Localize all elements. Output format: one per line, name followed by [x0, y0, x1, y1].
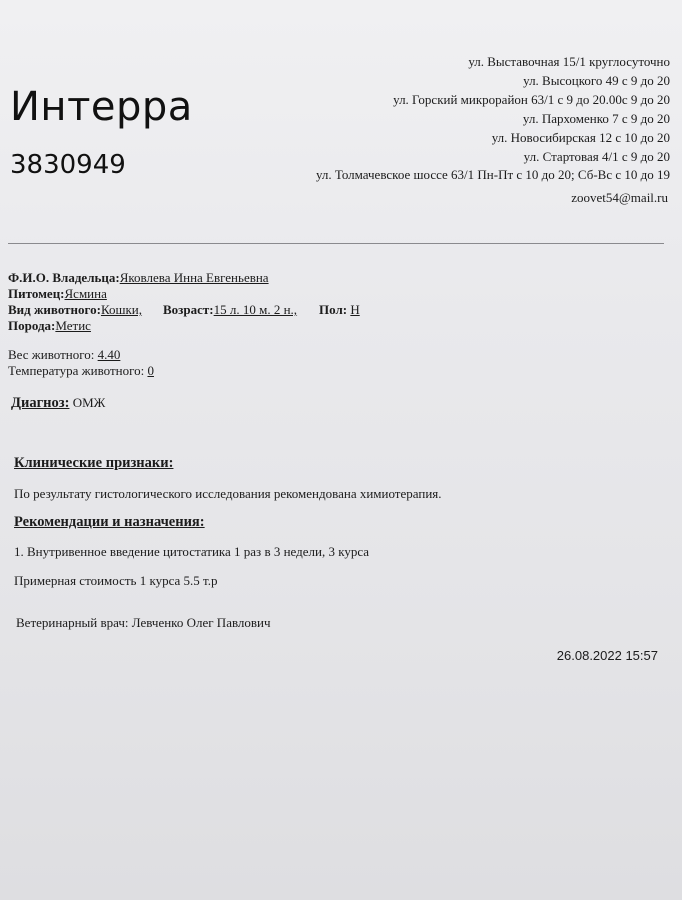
owner-label: Ф.И.О. Владельца: — [8, 270, 120, 285]
sex-value: Н — [350, 302, 360, 317]
temperature-row — [8, 363, 154, 379]
age-row — [163, 302, 297, 318]
sex-row — [319, 302, 360, 318]
header-divider — [8, 243, 664, 244]
clinic-phone: 3830949 — [10, 150, 126, 180]
diagnosis-row — [11, 395, 105, 412]
clinic-email: zoovet54@mail.ru — [571, 190, 668, 205]
recommendations-title: Рекомендации и назначения: — [14, 514, 205, 530]
breed-row — [8, 318, 91, 334]
address-line: ул. Пархоменко 7 с 9 до 20 — [522, 110, 670, 126]
diagnosis-value: ОМЖ — [72, 395, 106, 410]
course-cost: Примерная стоимость 1 курса 5.5 т.р — [14, 573, 218, 588]
pet-row — [8, 286, 107, 302]
pet-label: Питомец: — [8, 286, 65, 301]
weight-row — [8, 347, 120, 363]
clinical-signs-title: Клинические признаки: — [14, 455, 174, 471]
weight-label: Вес животного: — [8, 347, 95, 362]
temperature-value: 0 — [147, 363, 154, 378]
diagnosis-label: Диагноз: — [11, 395, 70, 411]
weight-value: 4.40 — [97, 347, 121, 362]
address-list — [316, 53, 670, 185]
address-line: ул. Выставочная 15/1 круглосуточно — [468, 54, 670, 69]
species-value: Кошки, — [100, 302, 143, 317]
age-value: 15 л. 10 м. 2 н., — [213, 302, 298, 317]
pet-value: Ясмина — [64, 286, 107, 301]
breed-label: Порода: — [8, 318, 56, 333]
address-line: ул. Толмачевское шоссе 63/1 Пн-Пт с 10 до 20; Сб-Вс с 10 до 19 — [315, 167, 670, 183]
address-line: ул. Горский микрорайон 63/1 с 9 до 20.00с 9 до 20 — [393, 91, 670, 107]
clinical-signs-text: По результату гистологического исследования рекомендована химиотерапия. — [14, 486, 442, 501]
age-label: Возраст: — [163, 302, 214, 317]
recommendation-item: 1. Внутривенное введение цитостатика 1 раз в 3 недели, 3 курса — [14, 544, 370, 559]
sex-label: Пол: — [319, 302, 348, 317]
address-line: ул. Высоцкого 49 с 9 до 20 — [523, 72, 670, 88]
document-datetime: 26.08.2022 15:57 — [556, 648, 658, 663]
doctor-name: Ветеринарный врач: Левченко Олег Павлович — [16, 615, 271, 630]
owner-row — [8, 270, 269, 286]
species-row — [8, 302, 142, 318]
temperature-label: Температура животного: — [8, 363, 145, 378]
clinic-name: Интерра — [10, 84, 193, 130]
address-line: ул. Новосибирская 12 с 10 до 20 — [491, 129, 670, 145]
address-line: ул. Стартовая 4/1 с 9 до 20 — [523, 148, 670, 164]
species-label: Вид животного: — [8, 302, 101, 317]
breed-value: Метис — [55, 318, 91, 333]
owner-value: Яковлева Инна Евгеньевна — [119, 270, 269, 285]
